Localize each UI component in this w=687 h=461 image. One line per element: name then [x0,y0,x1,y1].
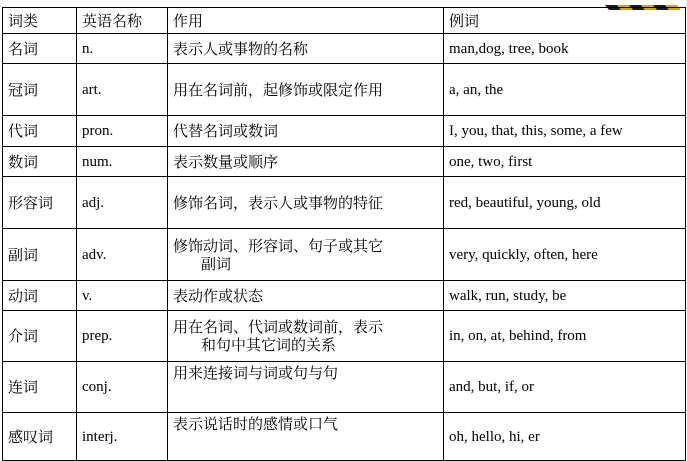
table-row [3,177,686,229]
function-cell [168,311,444,362]
header-english-name: 英语名称 [77,8,168,34]
examples-cell: one, two, first [444,147,686,177]
examples-cell: a, an, the [444,64,686,116]
header-pos: 词类 [3,8,77,34]
parts-of-speech-table [2,7,686,461]
examples-cell: man,dog, tree, book [444,34,686,64]
abbr-cell: adj. [77,177,168,229]
function-cell: 表示说话时的感情或口气 [168,413,444,461]
abbr-cell: num. [77,147,168,177]
header-examples: 例词 [444,8,686,34]
table-row [3,311,686,362]
table-row [3,34,686,64]
examples-cell: and, but, if, or [444,362,686,413]
function-cell: 修饰名词，表示人或事物的特征 [168,177,444,229]
function-cell: 表示数量或顺序 [168,147,444,177]
table-row [3,64,686,116]
examples-cell: in, on, at, behind, from [444,311,686,362]
function-line-1: 用在名词、代词或数词前，表示 [173,318,384,336]
pos-cell: 副词 [3,229,77,281]
function-line-2: 副词 [201,254,232,273]
abbr-cell: interj. [77,413,168,461]
examples-cell: very, quickly, often, here [444,229,686,281]
table-row [3,147,686,177]
examples-cell: walk, run, study, be [444,281,686,311]
pos-cell: 连词 [3,362,77,413]
table-row [3,116,686,147]
pos-cell: 数词 [3,147,77,177]
pos-cell: 介词 [3,311,77,362]
abbr-cell: n. [77,34,168,64]
table-header-row [3,8,686,34]
abbr-cell: conj. [77,362,168,413]
table-row [3,281,686,311]
abbr-cell: art. [77,64,168,116]
pos-cell: 形容词 [3,177,77,229]
pos-cell: 感叹词 [3,413,77,461]
table-row [3,362,686,413]
function-cell: 用在名词前，起修饰或限定作用 [168,64,444,116]
table-row [3,413,686,461]
pos-cell: 动词 [3,281,77,311]
function-cell: 代替名词或数词 [168,116,444,147]
pos-cell: 代词 [3,116,77,147]
examples-cell: red, beautiful, young, old [444,177,686,229]
abbr-cell: pron. [77,116,168,147]
header-function: 作用 [168,8,444,34]
table-row [3,229,686,281]
examples-cell: oh, hello, hi, er [444,413,686,461]
abbr-cell: prep. [77,311,168,362]
pos-cell: 冠词 [3,64,77,116]
abbr-cell: v. [77,281,168,311]
function-cell: 表示人或事物的名称 [168,34,444,64]
function-cell [168,229,444,281]
examples-cell: I, you, that, this, some, a few [444,116,686,147]
abbr-cell: adv. [77,229,168,281]
function-line-1: 修饰动词、形容词、句子或其它 [173,236,384,255]
function-line-2: 和句中其它词的关系 [201,336,337,354]
function-cell: 用来连接词与词或句与句 [168,362,444,413]
pos-cell: 名词 [3,34,77,64]
function-cell: 表动作或状态 [168,281,444,311]
